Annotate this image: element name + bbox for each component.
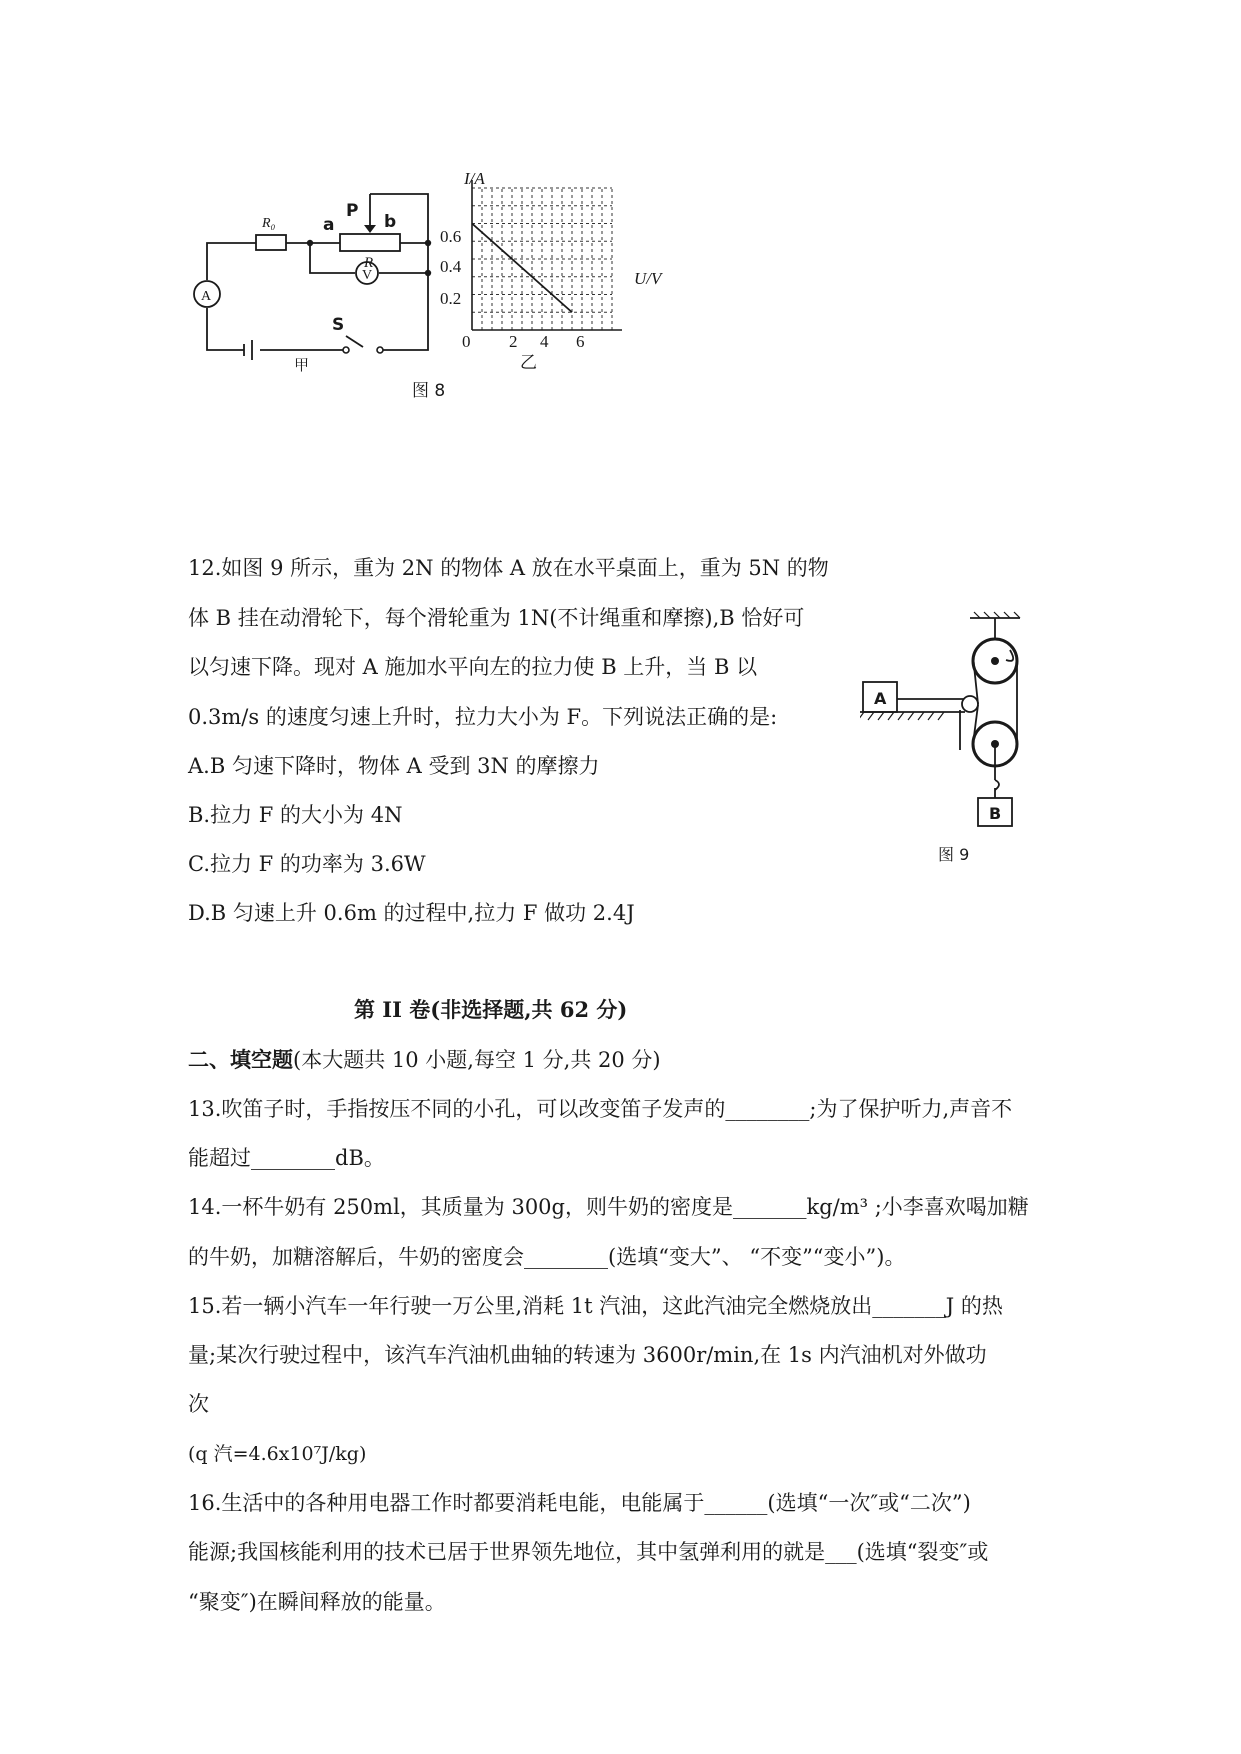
iu-graph [472, 180, 622, 330]
q13-line: 能超过________dB。 [188, 1146, 385, 1170]
switch-contact [377, 347, 383, 353]
rope-hook [1006, 650, 1013, 661]
figure-9 [860, 610, 1070, 870]
q14-line: 的牛奶，加糖溶解后，牛奶的密度会________(选填“变大”、 “不变”“变小”)。 [188, 1245, 906, 1269]
ammeter-label: A [201, 289, 212, 304]
q15-line: 量;某次行驶过程中，该汽车汽油机曲轴的转速为 3600r/min,在 1s 内汽油机对外做功 [188, 1343, 987, 1367]
label-a: a [323, 215, 335, 235]
x-tick-label: 6 [576, 332, 585, 351]
block-b-label: B [989, 804, 1002, 823]
q16-line: 16.生活中的各种用电器工作时都要消耗电能，电能属于______(选填“一次″或“二次”) [188, 1491, 971, 1515]
section-heading [188, 1046, 661, 1074]
circuit-label: 甲 [294, 356, 310, 374]
label-b: b [384, 212, 397, 232]
q15-line: 15.若一辆小汽车一年行驶一万公里,消耗 1t 汽油，这此汽油完全燃烧放出_______J 的热 [188, 1294, 1003, 1318]
q12-line: 0.3m/s 的速度匀速上升时，拉力大小为 F。下列说法正确的是: [188, 705, 778, 729]
q12-option-d: D.B 匀速上升 0.6m 的过程中,拉力 F 做功 2.4J [188, 901, 635, 925]
q12-option-c: C.拉力 F 的功率为 3.6W [188, 852, 426, 876]
section-heading-bold: 二、填空题 [188, 1047, 293, 1072]
q12-option-a: A.B 匀速下降时，物体 A 受到 3N 的摩擦力 [188, 754, 600, 778]
junction-dot [425, 270, 431, 276]
y-tick-label: 0.2 [440, 289, 462, 308]
y-tick-label: 0.6 [440, 227, 462, 246]
q12-option-b: B.拉力 F 的大小为 4N [188, 803, 403, 827]
pulley-axle [991, 657, 999, 665]
q15-line: 次 [188, 1392, 209, 1416]
q16-line: 能源;我国核能利用的技术已居于世界领先地位，其中氢弹利用的就是___(选填“裂变″或 [188, 1540, 989, 1564]
junction-dot [425, 240, 431, 246]
voltmeter-label: V [362, 268, 373, 283]
label-s: S [332, 315, 345, 335]
slider-arrow [364, 225, 376, 233]
figure-9-caption: 图 9 [938, 845, 970, 864]
label-r0: R₀ [262, 216, 276, 231]
table-hatch [860, 712, 944, 720]
y-tick-label: 0.4 [440, 257, 462, 276]
q13-line: 13.吹笛子时，手指按压不同的小孔，可以改变笛子发声的________;为了保护听力,声音不 [188, 1097, 1013, 1121]
section-heading-rest: (本大题共 10 小题,每空 1 分,共 20 分) [293, 1048, 661, 1072]
y-axis-label: I/A [464, 170, 485, 188]
origin-label: 0 [462, 332, 471, 351]
q12-line: 12.如图 9 所示，重为 2N 的物体 A 放在水平桌面上，重为 5N 的物 [188, 556, 829, 580]
q12-line: 以匀速下降。现对 A 施加水平向左的拉力使 B 上升，当 B 以 [188, 655, 758, 679]
x-axis-label: U/V [634, 269, 662, 288]
q16-line: “聚变″)在瞬间释放的能量。 [188, 1590, 446, 1614]
pulley-axle [991, 740, 999, 748]
resistor-r [340, 234, 400, 251]
junction-dot [307, 240, 313, 246]
block-a-label: A [874, 689, 887, 708]
q15-formula: (q 汽=4.6x10⁷J/kg) [188, 1443, 367, 1465]
q14-line: 14.一杯牛奶有 250ml，其质量为 300g，则牛奶的密度是_______kg/m³ ;小李喜欢喝加糖 [188, 1195, 1029, 1219]
guide-pulley [962, 696, 978, 712]
x-tick-label: 2 [509, 332, 518, 351]
graph-label: 乙 [520, 353, 537, 373]
figure-8-caption: 图 8 [412, 381, 446, 401]
switch-contact [343, 347, 349, 353]
figure-8 [180, 170, 720, 405]
ceiling-hatch [974, 612, 1020, 618]
x-tick-label: 4 [540, 332, 549, 351]
resistor-r0 [256, 235, 286, 250]
label-p: P [346, 201, 359, 221]
q12-line: 体 B 挂在动滑轮下，每个滑轮重为 1N(不计绳重和摩擦),B 恰好可 [188, 606, 805, 630]
section-title: 第 II 卷(非选择题,共 62 分) [354, 997, 628, 1022]
label-r: R [364, 255, 374, 271]
